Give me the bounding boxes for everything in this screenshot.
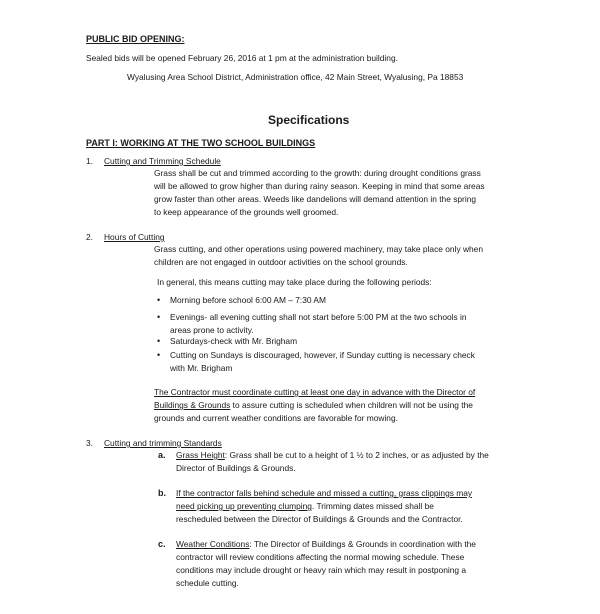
address-text: Wyalusing Area School District, Administration office, 42 Main Street, Wyalusing, Pa 18853 [127, 72, 464, 82]
contractor-paragraph [154, 386, 475, 425]
item3-c-letter: c. [158, 539, 166, 549]
bullet-item [170, 335, 297, 348]
item3-a-letter: a. [158, 450, 166, 460]
item2-general: In general, this means cutting may take place during the following periods: [157, 277, 432, 287]
bullet-line: with Mr. Brigham [170, 363, 233, 373]
contractor-rest: to assure cutting is scheduled when children will not be using the [230, 400, 473, 410]
grass-height-text: : Grass shall be cut to a height of 1 ½ to 2 inches, or as adjusted by the [224, 450, 489, 460]
bullet-item [170, 311, 467, 337]
bullet-line: Morning before school 6:00 AM – 7:30 AM [170, 295, 326, 305]
item3-b-line: rescheduled between the Director of Buildings & Grounds and the Contractor. [176, 514, 463, 524]
item3-c-body [176, 538, 476, 590]
bullet-icon: • [157, 350, 161, 360]
grass-height-label: Grass Height [176, 450, 225, 460]
item1-line: grow faster than other areas. Weeds like dandelions will demand attention in the spring [154, 194, 477, 204]
contractor-line: The Contractor must coordinate cutting at least one day in advance with the Director of [154, 387, 476, 397]
item3-b-body [176, 487, 472, 526]
bullet-icon: • [157, 336, 161, 346]
item3-a-line: Director of Buildings & Grounds. [176, 463, 296, 473]
bullet-item [170, 294, 326, 307]
bullet-line: Cutting on Sundays is discouraged, however, if Sunday cutting is necessary check [170, 350, 475, 360]
item1-line: will be allowed to grow higher than during rainy season. Keeping in mind that some areas [154, 181, 485, 191]
item3-b-rest: . Trimming dates missed shall be [311, 501, 434, 511]
item3-b-line [176, 500, 472, 513]
item3-c-line [176, 538, 476, 551]
contractor-line: grounds and current weather conditions are favorable for mowing. [154, 413, 398, 423]
item2-title: Hours of Cutting [104, 232, 165, 242]
item3-b-line: If the contractor falls behind schedule and missed a cutting, grass clippings may [176, 488, 473, 498]
item2-body [154, 243, 483, 269]
item2-line: Grass cutting, and other operations using powered machinery, may take place only when [154, 244, 483, 254]
item1-number: 1. [86, 156, 93, 166]
part1-heading: PART I: WORKING AT THE TWO SCHOOL BUILDINGS [86, 138, 316, 148]
item2-number: 2. [86, 232, 93, 242]
weather-conditions-text: : The Director of Buildings & Grounds in coordination with the [249, 539, 476, 549]
bullet-line: Saturdays-check with Mr. Brigham [170, 336, 298, 346]
bullet-line: Evenings- all evening cutting shall not start before 5:00 PM at the two schools in [170, 312, 467, 322]
item1-line: Grass shall be cut and trimmed according to the growth: during drought conditions grass [154, 168, 481, 178]
item1-body [154, 167, 485, 219]
item1-title: Cutting and Trimming Schedule [104, 156, 221, 166]
item3-c-line: schedule cutting. [176, 578, 239, 588]
contractor-line [154, 399, 475, 412]
contractor-underlined: Buildings & Grounds [154, 400, 231, 410]
item3-title: Cutting and trimming Standards [104, 438, 222, 448]
item3-number: 3. [86, 438, 93, 448]
sealed-bids-text: Sealed bids will be opened February 26, 2016 at 1 pm at the administration building. [86, 53, 398, 63]
item1-line: to keep appearance of the grounds well groomed. [154, 207, 339, 217]
bullet-line: areas prone to activity. [170, 325, 254, 335]
item3-a-body [176, 449, 489, 475]
item2-line: children are not engaged in outdoor activities on the school grounds. [154, 257, 408, 267]
item3-c-line: conditions may include drought or heavy rain which may result in postponing a [176, 565, 467, 575]
item3-b-underlined: need picking up preventing clumping [176, 501, 312, 511]
item3-a-line [176, 449, 489, 462]
public-bid-title: PUBLIC BID OPENING: [86, 34, 185, 44]
bullet-icon: • [157, 312, 161, 322]
bullet-icon: • [157, 295, 161, 305]
specifications-heading: Specifications [268, 113, 350, 127]
item3-c-line: contractor will review conditions affecting the normal mowing schedule. These [176, 552, 465, 562]
item3-b-letter: b. [158, 488, 166, 498]
bullet-item [170, 349, 475, 375]
weather-conditions-label: Weather Conditions [176, 539, 250, 549]
